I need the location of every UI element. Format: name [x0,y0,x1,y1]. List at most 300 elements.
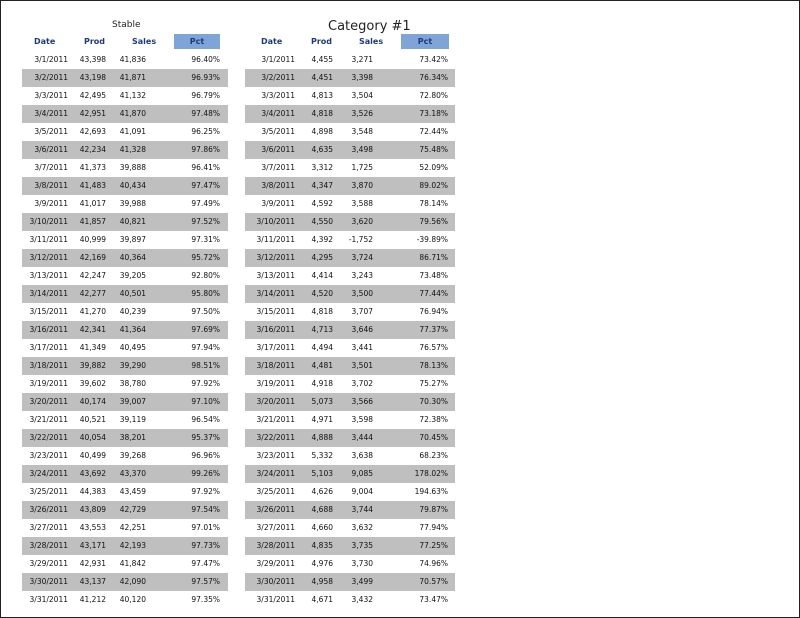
date-cell[interactable]: 3/13/2011 [29,271,68,280]
table-row[interactable] [245,141,455,159]
prod-cell[interactable]: 4,818 [311,307,333,316]
date-cell[interactable]: 3/5/2011 [261,127,295,136]
pct-cell[interactable]: 97.54% [191,505,220,514]
prod-cell[interactable]: 42,693 [79,127,106,136]
pct-cell[interactable]: 75.27% [419,379,448,388]
sales-cell[interactable]: 3,744 [351,505,373,514]
date-cell[interactable]: 3/1/2011 [34,55,68,64]
sales-cell[interactable]: 3,620 [351,217,373,226]
date-cell[interactable]: 3/8/2011 [34,181,68,190]
sales-cell[interactable]: 40,120 [119,595,146,604]
sales-cell[interactable]: 3,243 [351,271,373,280]
pct-cell[interactable]: 96.41% [191,163,220,172]
table-row[interactable] [245,447,455,465]
table-row[interactable] [22,141,228,159]
table-row[interactable] [245,87,455,105]
date-cell[interactable]: 3/11/2011 [29,235,68,244]
sales-cell[interactable]: 39,897 [119,235,146,244]
prod-cell[interactable]: 4,976 [311,559,333,568]
table-row[interactable] [22,573,228,591]
pct-cell[interactable]: 96.96% [191,451,220,460]
date-cell[interactable]: 3/20/2011 [29,397,68,406]
date-cell[interactable]: 3/16/2011 [29,325,68,334]
prod-cell[interactable]: 5,103 [311,469,333,478]
sales-cell[interactable]: 39,268 [119,451,146,460]
prod-cell[interactable]: 4,660 [311,523,333,532]
prod-cell[interactable]: 40,499 [79,451,106,460]
table-row[interactable] [245,393,455,411]
sales-cell[interactable]: 3,638 [351,451,373,460]
pct-cell[interactable]: 73.42% [419,55,448,64]
pct-cell[interactable]: 97.52% [191,217,220,226]
sales-cell[interactable]: 40,434 [119,181,146,190]
prod-cell[interactable]: 42,931 [79,559,106,568]
prod-cell[interactable]: 40,054 [79,433,106,442]
pct-cell[interactable]: 92.80% [191,271,220,280]
table-row[interactable] [245,357,455,375]
prod-cell[interactable]: 4,688 [311,505,333,514]
pct-cell[interactable]: 76.34% [419,73,448,82]
date-cell[interactable]: 3/11/2011 [256,235,295,244]
prod-cell[interactable]: 4,813 [311,91,333,100]
date-cell[interactable]: 3/14/2011 [29,289,68,298]
pct-cell[interactable]: 77.94% [419,523,448,532]
date-cell[interactable]: 3/18/2011 [256,361,295,370]
date-cell[interactable]: 3/12/2011 [256,253,295,262]
sales-column-header[interactable]: Sales [359,37,384,46]
date-cell[interactable]: 3/19/2011 [29,379,68,388]
date-cell[interactable]: 3/14/2011 [256,289,295,298]
prod-cell[interactable]: 5,073 [311,397,333,406]
sales-cell[interactable]: 3,646 [351,325,373,334]
pct-cell[interactable]: 97.10% [191,397,220,406]
pct-cell[interactable]: 97.50% [191,307,220,316]
table-row[interactable] [245,555,455,573]
pct-cell[interactable]: 73.47% [419,595,448,604]
pct-cell[interactable]: 72.38% [419,415,448,424]
sales-cell[interactable]: 39,205 [119,271,146,280]
date-cell[interactable]: 3/6/2011 [261,145,295,154]
sales-cell[interactable]: 41,870 [119,109,146,118]
sales-cell[interactable]: 3,398 [351,73,373,82]
prod-cell[interactable]: 4,392 [311,235,333,244]
pct-cell[interactable]: 194.63% [414,487,448,496]
prod-cell[interactable]: 40,174 [79,397,106,406]
prod-cell[interactable]: 3,312 [311,163,333,172]
table-row[interactable] [22,249,228,267]
date-cell[interactable]: 3/15/2011 [29,307,68,316]
pct-column-header[interactable]: Pct [401,34,449,49]
date-cell[interactable]: 3/23/2011 [29,451,68,460]
prod-cell[interactable]: 4,455 [311,55,333,64]
prod-cell[interactable]: 4,295 [311,253,333,262]
date-cell[interactable]: 3/24/2011 [256,469,295,478]
prod-cell[interactable]: 4,818 [311,109,333,118]
prod-cell[interactable]: 42,247 [79,271,106,280]
prod-cell[interactable]: 4,888 [311,433,333,442]
date-cell[interactable]: 3/6/2011 [34,145,68,154]
table-row[interactable] [22,285,228,303]
date-cell[interactable]: 3/10/2011 [29,217,68,226]
pct-cell[interactable]: 72.80% [419,91,448,100]
sales-cell[interactable]: 41,328 [119,145,146,154]
pct-cell[interactable]: 97.01% [191,523,220,532]
table-row[interactable] [245,69,455,87]
sales-cell[interactable]: 3,499 [351,577,373,586]
sales-cell[interactable]: 3,730 [351,559,373,568]
table-row[interactable] [245,339,455,357]
prod-cell[interactable]: 42,341 [79,325,106,334]
prod-cell[interactable]: 40,999 [79,235,106,244]
prod-cell[interactable]: 40,521 [79,415,106,424]
pct-cell[interactable]: 178.02% [414,469,448,478]
table-row[interactable] [245,159,455,177]
sales-cell[interactable]: 42,090 [119,577,146,586]
pct-cell[interactable]: 96.93% [191,73,220,82]
date-cell[interactable]: 3/24/2011 [29,469,68,478]
prod-cell[interactable]: 41,373 [79,163,106,172]
table-row[interactable] [22,213,228,231]
pct-cell[interactable]: 77.44% [419,289,448,298]
sales-cell[interactable]: 41,364 [119,325,146,334]
sales-column-header[interactable]: Sales [132,37,157,46]
sales-cell[interactable]: 3,504 [351,91,373,100]
prod-cell[interactable]: 4,626 [311,487,333,496]
date-cell[interactable]: 3/8/2011 [261,181,295,190]
sales-cell[interactable]: 3,498 [351,145,373,154]
pct-cell[interactable]: 68.23% [419,451,448,460]
sales-cell[interactable]: 3,735 [351,541,373,550]
prod-cell[interactable]: 44,383 [79,487,106,496]
sales-cell[interactable]: 39,007 [119,397,146,406]
sales-cell[interactable]: 40,239 [119,307,146,316]
pct-cell[interactable]: -39.89% [416,235,448,244]
date-cell[interactable]: 3/28/2011 [29,541,68,550]
table-row[interactable] [22,267,228,285]
sales-cell[interactable]: 9,004 [351,487,373,496]
table-row[interactable] [22,465,228,483]
sales-cell[interactable]: 3,707 [351,307,373,316]
pct-cell[interactable]: 97.35% [191,595,220,604]
prod-cell[interactable]: 4,451 [311,73,333,82]
table-row[interactable] [245,591,455,609]
prod-cell[interactable]: 41,483 [79,181,106,190]
table-row[interactable] [22,303,228,321]
sales-cell[interactable]: 38,780 [119,379,146,388]
date-cell[interactable]: 3/25/2011 [29,487,68,496]
table-row[interactable] [22,51,228,69]
date-cell[interactable]: 3/17/2011 [29,343,68,352]
date-cell[interactable]: 3/9/2011 [261,199,295,208]
pct-cell[interactable]: 70.45% [419,433,448,442]
date-cell[interactable]: 3/22/2011 [29,433,68,442]
date-cell[interactable]: 3/29/2011 [256,559,295,568]
date-cell[interactable]: 3/7/2011 [34,163,68,172]
date-cell[interactable]: 3/30/2011 [29,577,68,586]
table-row[interactable] [22,501,228,519]
pct-cell[interactable]: 95.72% [191,253,220,262]
pct-cell[interactable]: 79.87% [419,505,448,514]
pct-cell[interactable]: 96.25% [191,127,220,136]
prod-cell[interactable]: 4,520 [311,289,333,298]
table-row[interactable] [245,519,455,537]
pct-cell[interactable]: 74.96% [419,559,448,568]
prod-cell[interactable]: 4,494 [311,343,333,352]
table-row[interactable] [22,87,228,105]
table-row[interactable] [245,465,455,483]
pct-cell[interactable]: 70.30% [419,397,448,406]
sales-cell[interactable]: 3,632 [351,523,373,532]
date-cell[interactable]: 3/26/2011 [29,505,68,514]
sales-cell[interactable]: 3,432 [351,595,373,604]
table-row[interactable] [245,51,455,69]
table-row[interactable] [245,105,455,123]
sales-cell[interactable]: 3,271 [351,55,373,64]
date-cell[interactable]: 3/18/2011 [29,361,68,370]
prod-cell[interactable]: 43,171 [79,541,106,550]
date-cell[interactable]: 3/3/2011 [34,91,68,100]
sales-cell[interactable]: 39,290 [119,361,146,370]
pct-cell[interactable]: 72.44% [419,127,448,136]
prod-cell[interactable]: 4,481 [311,361,333,370]
sales-cell[interactable]: 39,988 [119,199,146,208]
date-cell[interactable]: 3/20/2011 [256,397,295,406]
prod-cell[interactable]: 42,234 [79,145,106,154]
pct-cell[interactable]: 97.31% [191,235,220,244]
prod-cell[interactable]: 42,169 [79,253,106,262]
table-row[interactable] [22,555,228,573]
prod-cell[interactable]: 39,602 [79,379,106,388]
pct-cell[interactable]: 97.92% [191,487,220,496]
date-cell[interactable]: 3/4/2011 [34,109,68,118]
table-row[interactable] [22,591,228,609]
table-row[interactable] [245,285,455,303]
date-cell[interactable]: 3/16/2011 [256,325,295,334]
table-row[interactable] [22,429,228,447]
sales-cell[interactable]: 3,444 [351,433,373,442]
pct-cell[interactable]: 77.25% [419,541,448,550]
table-row[interactable] [22,321,228,339]
table-row[interactable] [22,177,228,195]
date-cell[interactable]: 3/21/2011 [29,415,68,424]
sales-cell[interactable]: 43,370 [119,469,146,478]
prod-column-header[interactable]: Prod [84,37,106,46]
table-row[interactable] [22,393,228,411]
table-row[interactable] [245,303,455,321]
prod-cell[interactable]: 4,713 [311,325,333,334]
table-row[interactable] [22,519,228,537]
prod-column-header[interactable]: Prod [311,37,333,46]
table-row[interactable] [22,483,228,501]
date-column-header[interactable]: Date [261,37,283,46]
pct-cell[interactable]: 89.02% [419,181,448,190]
pct-cell[interactable]: 76.94% [419,307,448,316]
sales-cell[interactable]: 40,821 [119,217,146,226]
date-column-header[interactable]: Date [34,37,56,46]
sales-cell[interactable]: 3,500 [351,289,373,298]
sales-cell[interactable]: 1,725 [351,163,373,172]
sales-cell[interactable]: 41,132 [119,91,146,100]
table-row[interactable] [245,375,455,393]
date-cell[interactable]: 3/21/2011 [256,415,295,424]
date-cell[interactable]: 3/31/2011 [256,595,295,604]
table-row[interactable] [22,411,228,429]
table-row[interactable] [22,123,228,141]
table-row[interactable] [22,105,228,123]
sales-cell[interactable]: 40,495 [119,343,146,352]
prod-cell[interactable]: 43,692 [79,469,106,478]
prod-cell[interactable]: 4,592 [311,199,333,208]
date-cell[interactable]: 3/17/2011 [256,343,295,352]
sales-cell[interactable]: 42,729 [119,505,146,514]
sales-cell[interactable]: 3,526 [351,109,373,118]
prod-cell[interactable]: 43,198 [79,73,106,82]
prod-cell[interactable]: 4,414 [311,271,333,280]
table-row[interactable] [245,213,455,231]
prod-cell[interactable]: 42,277 [79,289,106,298]
table-row[interactable] [22,231,228,249]
prod-cell[interactable]: 5,332 [311,451,333,460]
date-cell[interactable]: 3/19/2011 [256,379,295,388]
sales-cell[interactable]: 38,201 [119,433,146,442]
sales-cell[interactable]: 3,598 [351,415,373,424]
date-cell[interactable]: 3/5/2011 [34,127,68,136]
sales-cell[interactable]: 41,842 [119,559,146,568]
sales-cell[interactable]: 41,091 [119,127,146,136]
pct-column-header[interactable]: Pct [174,34,220,49]
table-row[interactable] [22,159,228,177]
table-row[interactable] [245,231,455,249]
pct-cell[interactable]: 96.79% [191,91,220,100]
table-row[interactable] [22,375,228,393]
prod-cell[interactable]: 4,635 [311,145,333,154]
pct-cell[interactable]: 86.71% [419,253,448,262]
date-cell[interactable]: 3/27/2011 [256,523,295,532]
table-row[interactable] [245,537,455,555]
pct-cell[interactable]: 97.69% [191,325,220,334]
table-row[interactable] [22,339,228,357]
date-cell[interactable]: 3/3/2011 [261,91,295,100]
prod-cell[interactable]: 4,835 [311,541,333,550]
date-cell[interactable]: 3/29/2011 [29,559,68,568]
prod-cell[interactable]: 43,398 [79,55,106,64]
sales-cell[interactable]: 3,566 [351,397,373,406]
prod-cell[interactable]: 43,809 [79,505,106,514]
date-cell[interactable]: 3/25/2011 [256,487,295,496]
sales-cell[interactable]: 42,193 [119,541,146,550]
pct-cell[interactable]: 97.57% [191,577,220,586]
sales-cell[interactable]: 3,501 [351,361,373,370]
date-cell[interactable]: 3/7/2011 [261,163,295,172]
table-row[interactable] [245,267,455,285]
pct-cell[interactable]: 79.56% [419,217,448,226]
sales-cell[interactable]: 9,085 [351,469,373,478]
prod-cell[interactable]: 42,951 [79,109,106,118]
prod-cell[interactable]: 41,270 [79,307,106,316]
table-row[interactable] [22,447,228,465]
pct-cell[interactable]: 97.47% [191,559,220,568]
prod-cell[interactable]: 42,495 [79,91,106,100]
prod-cell[interactable]: 41,349 [79,343,106,352]
pct-cell[interactable]: 97.86% [191,145,220,154]
date-cell[interactable]: 3/13/2011 [256,271,295,280]
table-row[interactable] [245,321,455,339]
table-row[interactable] [245,195,455,213]
table-row[interactable] [245,123,455,141]
sales-cell[interactable]: 3,702 [351,379,373,388]
date-cell[interactable]: 3/2/2011 [34,73,68,82]
pct-cell[interactable]: 52.09% [419,163,448,172]
sales-cell[interactable]: 3,441 [351,343,373,352]
prod-cell[interactable]: 41,857 [79,217,106,226]
sales-cell[interactable]: -1,752 [348,235,373,244]
date-cell[interactable]: 3/30/2011 [256,577,295,586]
sales-cell[interactable]: 39,888 [119,163,146,172]
date-cell[interactable]: 3/15/2011 [256,307,295,316]
prod-cell[interactable]: 41,017 [79,199,106,208]
pct-cell[interactable]: 96.54% [191,415,220,424]
pct-cell[interactable]: 97.73% [191,541,220,550]
date-cell[interactable]: 3/9/2011 [34,199,68,208]
date-cell[interactable]: 3/1/2011 [261,55,295,64]
pct-cell[interactable]: 97.49% [191,199,220,208]
pct-cell[interactable]: 97.94% [191,343,220,352]
date-cell[interactable]: 3/26/2011 [256,505,295,514]
date-cell[interactable]: 3/10/2011 [256,217,295,226]
date-cell[interactable]: 3/23/2011 [256,451,295,460]
prod-cell[interactable]: 4,958 [311,577,333,586]
table-row[interactable] [22,69,228,87]
prod-cell[interactable]: 4,918 [311,379,333,388]
prod-cell[interactable]: 4,347 [311,181,333,190]
pct-cell[interactable]: 95.80% [191,289,220,298]
sales-cell[interactable]: 42,251 [119,523,146,532]
table-row[interactable] [245,573,455,591]
table-row[interactable] [245,177,455,195]
pct-cell[interactable]: 98.51% [191,361,220,370]
sales-cell[interactable]: 40,501 [119,289,146,298]
pct-cell[interactable]: 97.92% [191,379,220,388]
prod-cell[interactable]: 41,212 [79,595,106,604]
date-cell[interactable]: 3/4/2011 [261,109,295,118]
date-cell[interactable]: 3/22/2011 [256,433,295,442]
table-row[interactable] [245,411,455,429]
sales-cell[interactable]: 41,836 [119,55,146,64]
sales-cell[interactable]: 3,588 [351,199,373,208]
date-cell[interactable]: 3/12/2011 [29,253,68,262]
pct-cell[interactable]: 77.37% [419,325,448,334]
table-row[interactable] [22,537,228,555]
pct-cell[interactable]: 76.57% [419,343,448,352]
pct-cell[interactable]: 73.48% [419,271,448,280]
sales-cell[interactable]: 3,548 [351,127,373,136]
date-cell[interactable]: 3/2/2011 [261,73,295,82]
sales-cell[interactable]: 39,119 [119,415,146,424]
table-row[interactable] [22,357,228,375]
table-row[interactable] [245,483,455,501]
table-row[interactable] [245,501,455,519]
pct-cell[interactable]: 70.57% [419,577,448,586]
sales-cell[interactable]: 40,364 [119,253,146,262]
pct-cell[interactable]: 73.18% [419,109,448,118]
prod-cell[interactable]: 4,550 [311,217,333,226]
pct-cell[interactable]: 97.47% [191,181,220,190]
date-cell[interactable]: 3/27/2011 [29,523,68,532]
prod-cell[interactable]: 39,882 [79,361,106,370]
prod-cell[interactable]: 4,898 [311,127,333,136]
pct-cell[interactable]: 75.48% [419,145,448,154]
prod-cell[interactable]: 4,971 [311,415,333,424]
